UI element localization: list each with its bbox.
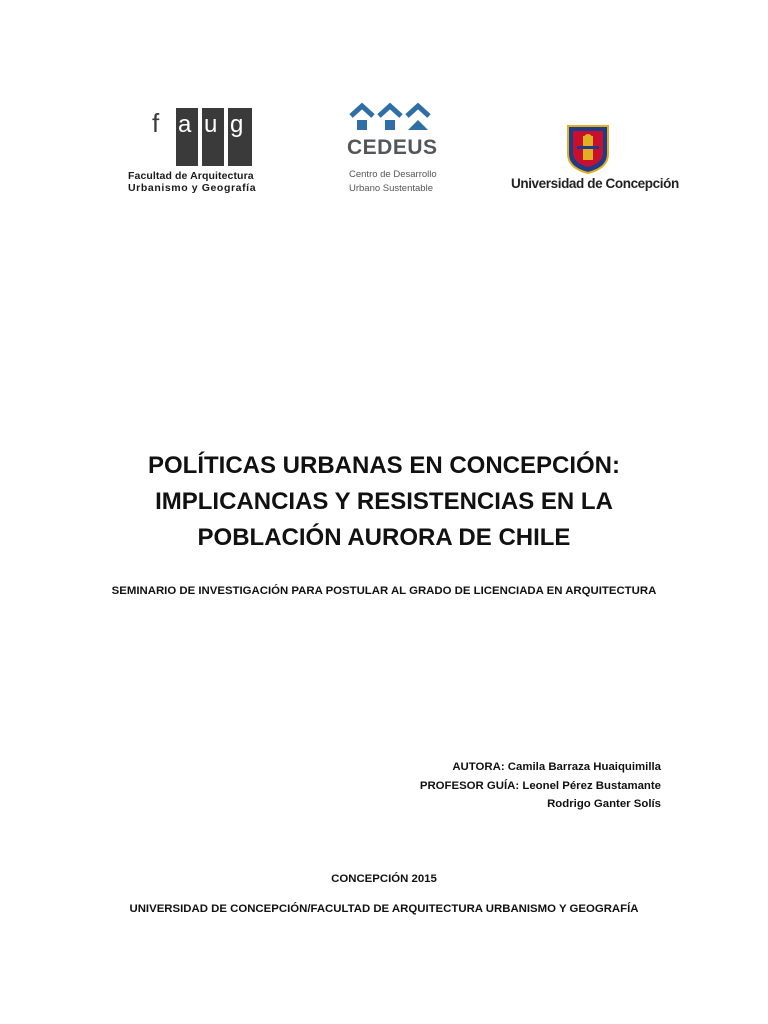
udec-name: Universidad de Concepción (511, 176, 679, 191)
udec-shield-icon (566, 124, 610, 174)
faug-line-1: Facultad de Arquitectura (128, 170, 254, 182)
svg-text:g: g (230, 111, 244, 138)
svg-text:u: u (204, 111, 218, 138)
title-line-3: POBLACIÓN AURORA DE CHILE (197, 524, 571, 551)
cedeus-subtitle-1: Centro de Desarrollo (349, 169, 437, 180)
author-line: AUTORA: Camila Barraza Huaiquimilla (452, 761, 661, 773)
advisor-line: PROFESOR GUÍA: Leonel Pérez Bustamante (419, 779, 661, 792)
udec-logo (508, 124, 679, 196)
cedeus-subtitle-2: Urbano Sustentable (349, 183, 433, 194)
faug-line-2: Urbanismo y Geografía (128, 182, 257, 194)
cedeus-houses-icon (348, 100, 436, 132)
place-year: CONCEPCIÓN 2015 (331, 873, 437, 885)
title-line-2: IMPLICANCIAS Y RESISTENCIAS EN LA (155, 488, 613, 515)
cedeus-name: CEDEUS (347, 136, 438, 159)
credits-block (420, 758, 661, 814)
institution-line: UNIVERSIDAD DE CONCEPCIÓN/FACULTAD DE ARQUITECTURA URBANISMO Y GEOGRAFÍA (129, 903, 639, 915)
svg-text:a: a (178, 111, 192, 138)
faug-logo (128, 106, 268, 198)
cedeus-logo (344, 100, 444, 200)
svg-text:f: f (152, 108, 160, 138)
faug-logo-mark (150, 106, 254, 168)
document-subtitle: SEMINARIO DE INVESTIGACIÓN PARA POSTULAR AL GRADO DE LICENCIADA EN ARQUITECTURA (111, 585, 657, 597)
document-title (0, 448, 768, 556)
title-line-1: POLÍTICAS URBANAS EN CONCEPCIÓN: (147, 452, 621, 479)
advisor-line-2: Rodrigo Ganter Solís (547, 798, 661, 810)
